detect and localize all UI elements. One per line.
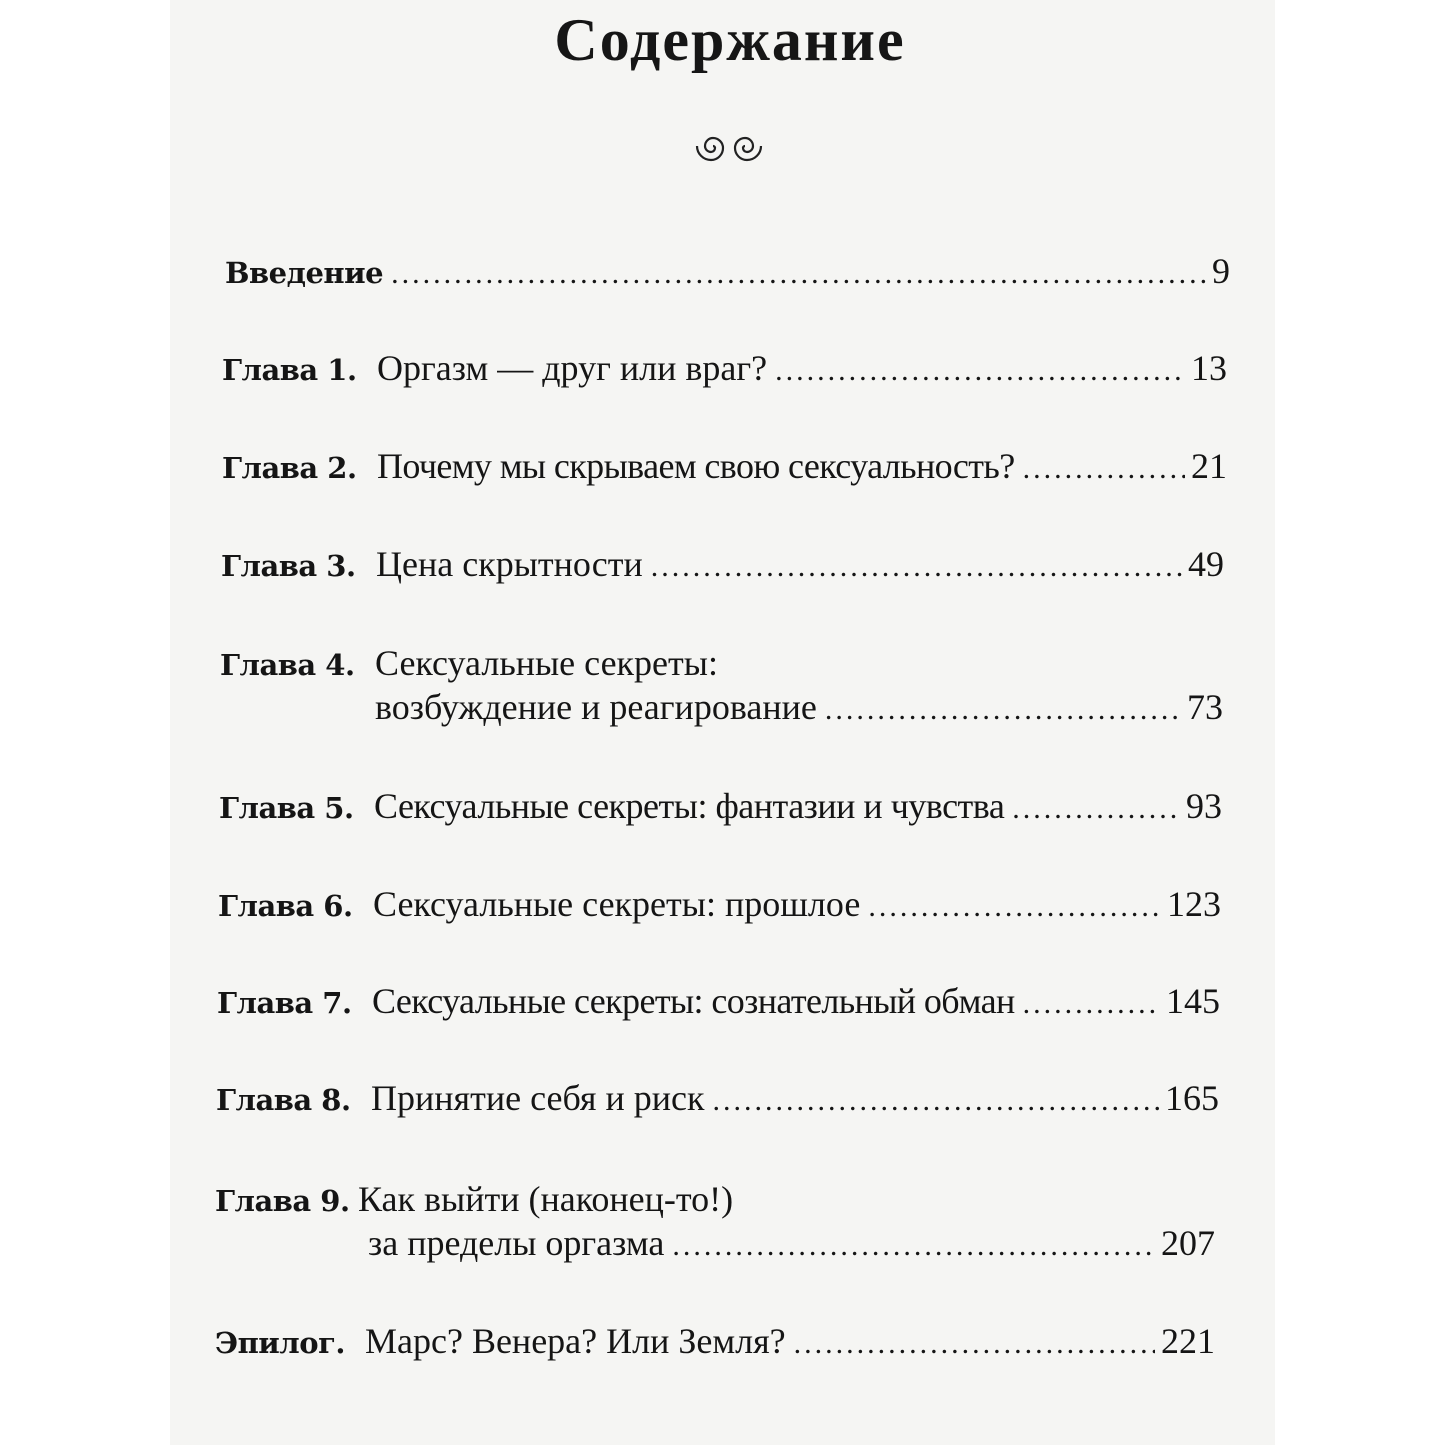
toc-title: Марс? Венера? Или Земля? bbox=[365, 1321, 786, 1361]
toc-page-number: 73 bbox=[1187, 687, 1223, 727]
toc-page-number: 123 bbox=[1167, 884, 1221, 924]
toc-label: Глава 8. bbox=[216, 1083, 351, 1117]
toc-page-number: 207 bbox=[1161, 1223, 1215, 1263]
toc-page-number: 49 bbox=[1188, 544, 1224, 584]
toc-leader-dots bbox=[825, 693, 1181, 727]
toc-entry-chapter-2 bbox=[222, 445, 1227, 487]
toc-title: Сексуальные секреты: прошлое bbox=[373, 884, 861, 924]
toc-entry-chapter-7 bbox=[217, 980, 1220, 1022]
toc-page-number: 145 bbox=[1166, 981, 1220, 1021]
toc-page-number: 9 bbox=[1212, 251, 1230, 291]
toc-label: Глава 7. bbox=[217, 986, 352, 1020]
toc-title: Сексуальные секреты: фантазии и чувства bbox=[374, 786, 1005, 826]
toc-leader-dots bbox=[712, 1084, 1159, 1118]
toc-label: Глава 9. bbox=[215, 1184, 350, 1218]
toc-entry-chapter-9-line2 bbox=[368, 1222, 1215, 1264]
toc-leader-dots bbox=[1023, 987, 1160, 1021]
toc-title: Оргазм — друг или враг? bbox=[377, 348, 768, 388]
toc-entry-chapter-1 bbox=[222, 347, 1227, 389]
toc-page-number: 165 bbox=[1165, 1078, 1219, 1118]
toc-entry-chapter-9 bbox=[215, 1178, 1215, 1220]
double-spiral-icon bbox=[695, 126, 765, 166]
toc-leader-dots bbox=[775, 354, 1185, 388]
toc-title: Как выйти (наконец-то!) bbox=[358, 1179, 734, 1219]
book-page bbox=[170, 0, 1275, 1445]
toc-title: Сексуальные секреты: сознательный обман bbox=[372, 981, 1015, 1021]
toc-leader-dots bbox=[794, 1327, 1155, 1361]
toc-leader-dots bbox=[1023, 452, 1185, 486]
toc-title: Почему мы скрываем свою сексуальность? bbox=[377, 446, 1015, 486]
toc-label: Глава 3. bbox=[221, 549, 356, 583]
toc-label: Глава 6. bbox=[218, 889, 353, 923]
page-title: Содержание bbox=[554, 7, 906, 73]
toc-page-number: 21 bbox=[1191, 446, 1227, 486]
toc-title: Принятие себя и риск bbox=[371, 1078, 705, 1118]
toc-entry-chapter-6 bbox=[218, 883, 1221, 925]
toc-entry-chapter-4-line2 bbox=[375, 686, 1223, 728]
toc-leader-dots bbox=[672, 1229, 1155, 1263]
toc-page-number: 93 bbox=[1186, 786, 1222, 826]
toc-entry-epilogue bbox=[215, 1320, 1215, 1362]
toc-entry-chapter-4 bbox=[220, 642, 1223, 684]
toc-title: Сексуальные секреты: bbox=[375, 643, 718, 683]
toc-leader-dots bbox=[1012, 792, 1180, 826]
toc-entry-chapter-3 bbox=[221, 543, 1224, 585]
toc-label: Глава 2. bbox=[222, 451, 357, 485]
toc-page-number: 13 bbox=[1191, 348, 1227, 388]
toc-leader-dots bbox=[651, 550, 1182, 584]
toc-label: Глава 1. bbox=[222, 353, 357, 387]
toc-label: Глава 4. bbox=[220, 648, 355, 682]
toc-title-continued: за пределы оргазма bbox=[368, 1223, 665, 1263]
toc-leader-dots bbox=[391, 257, 1206, 291]
toc-leader-dots bbox=[868, 890, 1161, 924]
toc-label: Глава 5. bbox=[219, 791, 354, 825]
toc-label: Эпилог. bbox=[215, 1326, 345, 1360]
toc-title-continued: возбуждение и реагирование bbox=[375, 687, 817, 727]
toc-entry-intro bbox=[225, 250, 1230, 292]
toc-label: Введение bbox=[225, 256, 384, 290]
toc-title: Цена скрытности bbox=[376, 544, 643, 584]
toc-entry-chapter-8 bbox=[216, 1077, 1219, 1119]
toc-entry-chapter-5 bbox=[219, 785, 1222, 827]
toc-page-number: 221 bbox=[1161, 1321, 1215, 1361]
